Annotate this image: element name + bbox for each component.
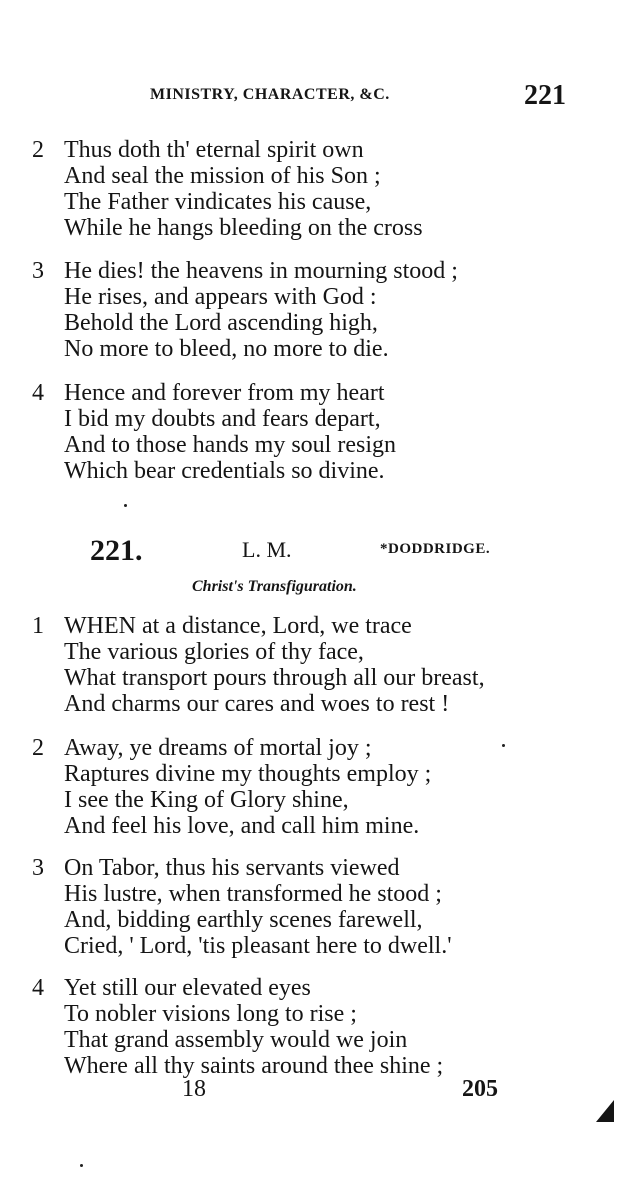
ink-speck [80,1164,83,1167]
stanza-number: 2 [32,735,44,761]
ink-mark [596,1100,614,1122]
verse-line: He rises, and appears with God : [64,284,377,310]
ink-speck [502,744,505,747]
verse-line: Thus doth th' eternal spirit own [64,137,364,163]
stanza-number: 1 [32,613,44,639]
verse-line: And seal the mission of his Son ; [64,163,381,189]
stanza [32,258,552,362]
verse-line: WHEN at a distance, Lord, we trace [64,613,412,639]
stanza-number: 4 [32,380,44,406]
verse-line: Cried, ' Lord, 'tis pleasant here to dwell.' [64,933,452,959]
stanza [32,735,552,839]
verse-line: Raptures divine my thoughts employ ; [64,761,432,787]
verse-line: I bid my doubts and fears depart, [64,406,381,432]
verse-line: While he hangs bleeding on the cross [64,215,423,241]
signature-mark: 18 [182,1076,206,1102]
hymn-author: *DODDRIDGE. [380,541,491,557]
verse-line: I see the King of Glory shine, [64,787,349,813]
verse-line: He dies! the heavens in mourning stood ; [64,258,458,284]
stanza-number: 2 [32,137,44,163]
stanza [32,380,552,484]
hymn-meter: L. M. [242,537,292,562]
stanza-number: 3 [32,258,44,284]
verse-line: Which bear credentials so divine. [64,458,385,484]
verse-line: Away, ye dreams of mortal joy ; [64,735,372,761]
verse-line: His lustre, when transformed he stood ; [64,881,442,907]
verse-line: The various glories of thy face, [64,639,364,665]
verse-line: The Father vindicates his cause, [64,189,372,215]
verse-line: And to those hands my soul resign [64,432,396,458]
verse-line: To nobler visions long to rise ; [64,1001,357,1027]
verse-line: Hence and forever from my heart [64,380,385,406]
stanza [32,975,552,1079]
stanza [32,613,552,717]
stanza [32,137,552,241]
stanza-number: 4 [32,975,44,1001]
page-reference: 205 [462,1076,498,1102]
verse-line: Behold the Lord ascending high, [64,310,378,336]
verse-line: What transport pours through all our breast, [64,665,485,691]
hymn-subtitle: Christ's Transfiguration. [192,578,357,595]
page-number: 221 [524,80,566,111]
verse-line: And, bidding earthly scenes farewell, [64,907,423,933]
verse-line: Yet still our elevated eyes [64,975,311,1001]
verse-line: On Tabor, thus his servants viewed [64,855,400,881]
verse-line: That grand assembly would we join [64,1027,408,1053]
verse-line: No more to bleed, no more to die. [64,336,389,362]
verse-line: And feel his love, and call him mine. [64,813,420,839]
verse-line: Where all thy saints around thee shine ; [64,1053,444,1079]
ink-speck [124,504,127,507]
hymn-number: 221. [90,534,143,567]
stanza-number: 3 [32,855,44,881]
verse-line: And charms our cares and woes to rest ! [64,691,450,717]
stanza [32,855,552,959]
running-head: MINISTRY, CHARACTER, &C. [150,86,390,103]
